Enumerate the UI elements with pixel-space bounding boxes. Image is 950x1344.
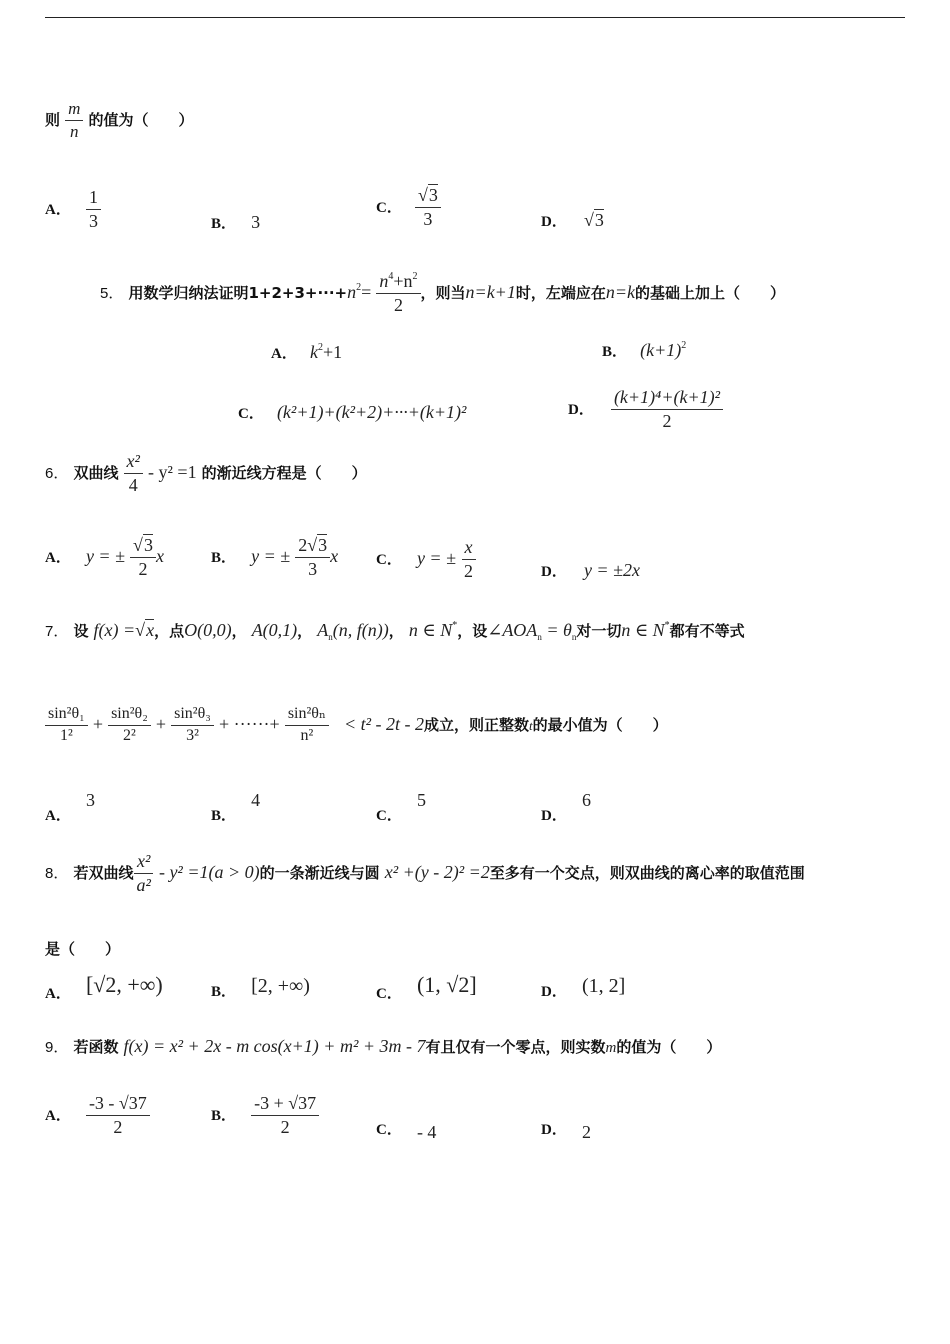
q8-stem-line2: 是（ ） xyxy=(45,940,121,958)
q6-option-b: B． y = ± $\frac{2√3}{3}$ x xyxy=(211,535,339,579)
q4-stem xyxy=(45,100,194,141)
q4-option-d: D． √3 xyxy=(541,210,604,230)
q4-option-b: B． 3 xyxy=(211,212,261,232)
q5-option-a: A． $k^2+1$ xyxy=(271,342,343,362)
q6-option-d: D． y = ±2x xyxy=(541,560,640,580)
q6-fraction: $\frac{\text{x²}}{4}$ xyxy=(124,452,143,495)
q7-stem-line2: $\frac{\text{sin²θ₁}}{\text{1²}}$ + $\frac{\text{sin²θ₂}}{\text{2²}}$ + $\frac{\text{sin²θ₃}}{\text{3²}}$ + ······+ $\frac{\text{sin²θₙ}}{\text{n²}}$ < t² - 2t - 2成立，则正整数t的最小值为（ ） xyxy=(45,706,668,745)
q8-option-c: C． (1, √2] xyxy=(376,972,477,1002)
q9-option-b: B． $\frac{-3 + √37}{2}$ xyxy=(211,1094,319,1137)
q7-sum-term-1: $\frac{\text{sin²θ₁}}{\text{1²}}$ xyxy=(45,706,88,745)
q6-option-c: C． y = ± $\frac{x}{2}$ xyxy=(376,538,476,581)
q4-option-c: C． $\frac{√3}{3}$ xyxy=(376,186,441,229)
q5-option-d: D． $\frac{\text{(k+1)⁴+(k+1)²}}{2}$ xyxy=(568,388,723,431)
q5-stem: 5． 用数学归纳法证明$1+2+3+\cdot\cdot\cdot+n^2=$ $\frac{n^4+n^2}{2}$ ，则当n=k+1时，左端应在n=k的基础上加上（ ） xyxy=(100,271,786,315)
q7-sum-term-3: $\frac{\text{sin²θ₃}}{\text{3²}}$ xyxy=(171,706,214,745)
q4-stem-suffix: 的值为（ ） xyxy=(88,110,194,129)
q9-option-c: C． - 4 xyxy=(376,1122,437,1142)
q4-option-a: A． $\frac{1}{3}$ xyxy=(45,188,101,231)
q5-fraction: $\frac{n^4+n^2}{2}$ xyxy=(376,272,420,315)
q9-option-a: A． $\frac{-3 - √37}{2}$ xyxy=(45,1094,150,1137)
q6-stem: 6． 双曲线 $\frac{\text{x²}}{4}$ - y² =1 的渐近线方程是（ ） xyxy=(45,451,367,495)
q8-stem-line1: 8． 若双曲线 $\frac{\text{x²}}{\text{a²}}$ - y² =1(a > 0)的一条渐近线与圆 x² +(y - 2)² =2至多有一个交点，则双曲线的离心率的取值范围 xyxy=(45,851,805,895)
q7-option-a: A． 3 xyxy=(45,790,95,824)
q7-sum-term-n: $\frac{\text{sin²θₙ}}{\text{n²}}$ xyxy=(285,706,329,745)
q7-option-b: B． 4 xyxy=(211,790,261,824)
q7-option-d: D． 6 xyxy=(541,790,591,824)
q8-option-d: D． (1, 2] xyxy=(541,975,626,1000)
q7-option-c: C． 5 xyxy=(376,790,426,824)
q4-fraction: $\frac{m}{n}$ xyxy=(65,100,83,141)
q4-stem-prefix: 则 xyxy=(45,110,61,129)
q7-sum-term-2: $\frac{\text{sin²θ₂}}{\text{2²}}$ xyxy=(108,706,151,745)
q5-option-c: C． (k²+1)+(k²+2)+···+(k+1)² xyxy=(238,402,467,422)
q5-option-b: B． $(k+1)^2$ xyxy=(602,340,687,360)
q8-option-b: B． [2, +∞) xyxy=(211,975,310,1000)
q9-option-d: D． 2 xyxy=(541,1122,591,1142)
q8-fraction: $\frac{\text{x²}}{\text{a²}}$ xyxy=(133,852,153,895)
header-rule xyxy=(45,17,905,18)
q8-option-a: A． [√2, +∞) xyxy=(45,972,163,1002)
q7-stem-line1: 7． 设 f(x) =√x，点O(0,0)， A(0,1)， $A_n(n$, f(n))， n ∈ N*，设$\angle AOA_n = \theta_n$对一切n ∈ N*都有不等式 xyxy=(45,620,745,642)
q9-stem: 9． 若函数 f(x) = x² + 2x - m cos(x+1) + m² + 3m - 7有且仅有一个零点，则实数m的值为（ ） xyxy=(45,1036,722,1056)
q6-option-a: A． y = ± $\frac{√3}{2}$ x xyxy=(45,535,164,579)
